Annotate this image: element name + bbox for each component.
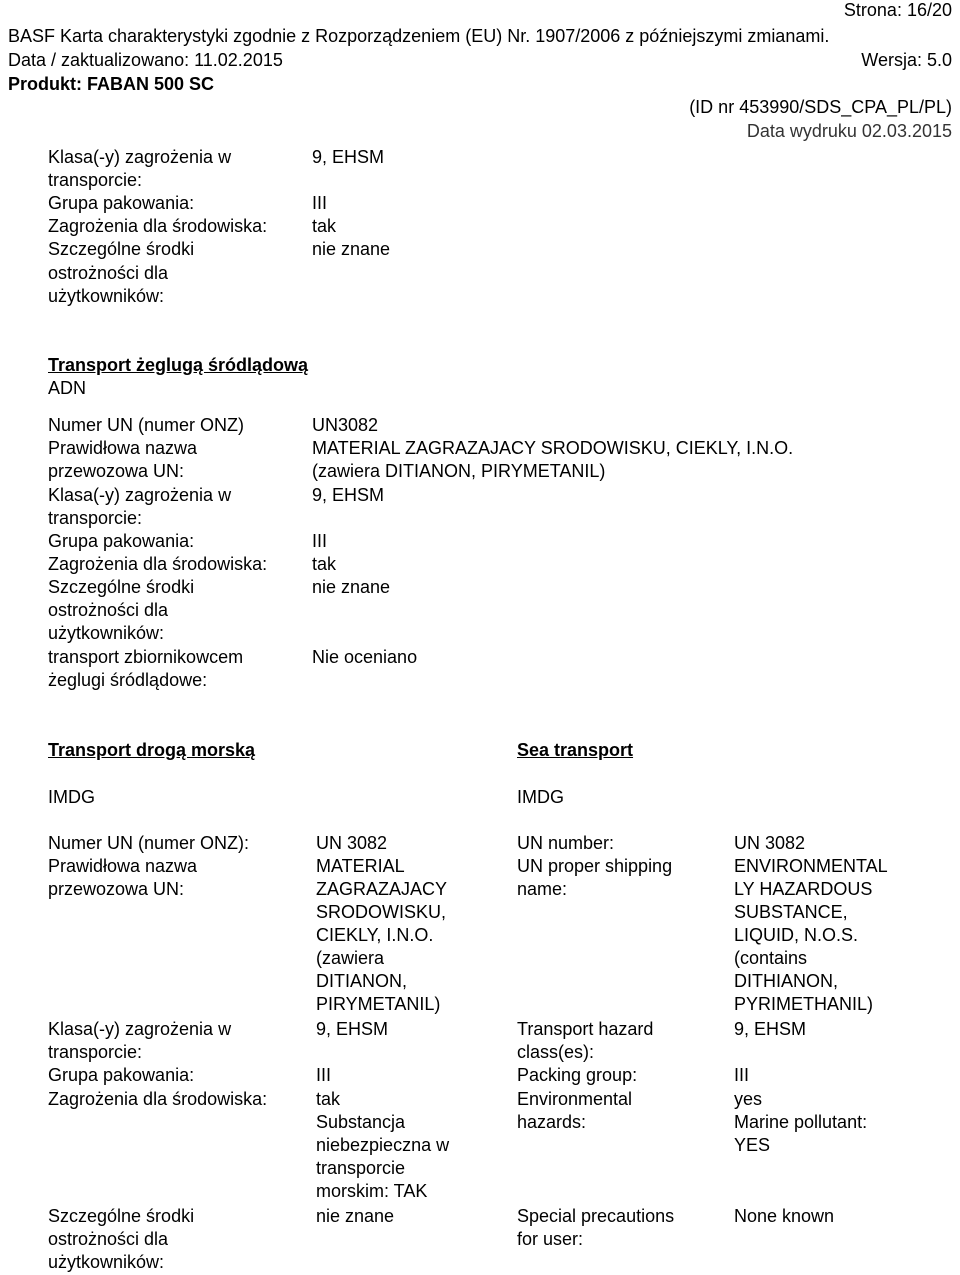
label-line: transporcie: — [48, 1042, 143, 1062]
adn-tank-value: Nie oceniano — [312, 647, 418, 667]
label-line: name: — [517, 879, 568, 899]
value-line: PYRIMETHANIL) — [734, 994, 874, 1014]
packing-label: Grupa pakowania: — [48, 193, 195, 213]
adn-tank-label: transport zbiornikowcem — [48, 647, 244, 667]
value-line: (contains — [734, 948, 808, 968]
adn-packing-value: III — [312, 531, 328, 551]
value-line: Marine pollutant: — [734, 1112, 868, 1132]
document-title: BASF Karta charakterystyki zgodnie z Rozporządzeniem (EU) Nr. 1907/2006 z późniejszymi zmianami. — [8, 26, 830, 46]
imdg-pl-class-value: 9, EHSM — [316, 1019, 389, 1039]
imdg-pl-heading: Transport drogą morską — [48, 740, 256, 760]
value-line: Substancja — [316, 1112, 406, 1132]
adn-name-label-cont: przewozowa UN: — [48, 461, 185, 481]
imdg-en-special-label — [517, 1205, 674, 1251]
imdg-en-packing-value: III — [734, 1065, 750, 1085]
env-value: tak — [312, 216, 337, 236]
imdg-pl-packing-value: III — [316, 1065, 332, 1085]
imdg-en-subheading: IMDG — [517, 787, 564, 807]
imdg-en-un-label: UN number: — [517, 833, 615, 853]
adn-un-value: UN3082 — [312, 415, 379, 435]
imdg-pl-un-label: Numer UN (numer ONZ): — [48, 833, 250, 853]
imdg-en-un-value: UN 3082 — [734, 833, 806, 853]
value-line: morskim: TAK — [316, 1181, 428, 1201]
value-line: MATERIAL — [316, 856, 405, 876]
imdg-en-env-value — [734, 1088, 867, 1157]
adn-name-value: MATERIAL ZAGRAZAJACY SRODOWISKU, CIEKLY, I.N.O. — [312, 438, 794, 458]
label-line: Transport hazard — [517, 1019, 654, 1039]
imdg-pl-special-value: nie znane — [316, 1206, 395, 1226]
version: Wersja: 5.0 — [861, 50, 952, 70]
value-line: YES — [734, 1135, 771, 1155]
adn-packing-label: Grupa pakowania: — [48, 531, 195, 551]
label-line: Klasa(-y) zagrożenia w — [48, 1019, 232, 1039]
revision-date: Data / zaktualizowano: 11.02.2015 — [8, 50, 283, 70]
page-number: Strona: 16/20 — [843, 0, 952, 20]
value-line: LY HAZARDOUS — [734, 879, 873, 899]
imdg-en-name-label — [517, 855, 672, 901]
value-line: DITHIANON, — [734, 971, 839, 991]
imdg-en-env-label — [517, 1088, 632, 1134]
class-label: Klasa(-y) zagrożenia w — [48, 147, 232, 167]
value-line: LIQUID, N.O.S. — [734, 925, 859, 945]
imdg-pl-subheading: IMDG — [48, 787, 95, 807]
adn-subheading: ADN — [48, 378, 87, 398]
adn-env-value: tak — [312, 554, 337, 574]
label-line: hazards: — [517, 1112, 587, 1132]
adn-name-label: Prawidłowa nazwa — [48, 438, 198, 458]
label-line: UN proper shipping — [517, 856, 673, 876]
adn-special-label-cont2: użytkowników: — [48, 623, 165, 643]
adn-heading: Transport żeglugą śródlądową — [48, 355, 309, 375]
imdg-pl-special-label — [48, 1205, 194, 1274]
label-line: for user: — [517, 1229, 584, 1249]
imdg-en-special-value: None known — [734, 1206, 835, 1226]
document-id: (ID nr 453990/SDS_CPA_PL/PL) — [689, 97, 952, 117]
label-line: class(es): — [517, 1042, 595, 1062]
value-line: SUBSTANCE, — [734, 902, 848, 922]
imdg-pl-env-label: Zagrożenia dla środowiska: — [48, 1089, 268, 1109]
value-line: niebezpieczna w — [316, 1135, 450, 1155]
adn-un-label: Numer UN (numer ONZ) — [48, 415, 245, 435]
adn-special-value: nie znane — [312, 577, 391, 597]
adn-class-label: Klasa(-y) zagrożenia w — [48, 485, 232, 505]
print-date: Data wydruku 02.03.2015 — [746, 121, 952, 141]
adn-env-label: Zagrożenia dla środowiska: — [48, 554, 268, 574]
special-label-cont: ostrożności dla — [48, 263, 169, 283]
label-line: ostrożności dla — [48, 1229, 169, 1249]
label-line: Prawidłowa nazwa — [48, 856, 198, 876]
product-name: Produkt: FABAN 500 SC — [8, 74, 215, 94]
adn-class-label-cont: transporcie: — [48, 508, 143, 528]
label-line: Szczególne środki — [48, 1206, 195, 1226]
value-line: yes — [734, 1089, 763, 1109]
value-line: transporcie — [316, 1158, 406, 1178]
class-label-cont: transporcie: — [48, 170, 143, 190]
value-line: ZAGRAZAJACY — [316, 879, 448, 899]
special-value: nie znane — [312, 239, 391, 259]
imdg-pl-class-label — [48, 1018, 231, 1064]
imdg-pl-packing-label: Grupa pakowania: — [48, 1065, 195, 1085]
value-line: ENVIRONMENTAL — [734, 856, 888, 876]
adn-class-value: 9, EHSM — [312, 485, 385, 505]
imdg-en-heading: Sea transport — [517, 740, 634, 760]
label-line: Environmental — [517, 1089, 633, 1109]
imdg-en-class-label — [517, 1018, 653, 1064]
value-line: tak — [316, 1089, 341, 1109]
value-line: (zawiera — [316, 948, 385, 968]
class-value: 9, EHSM — [312, 147, 385, 167]
value-line: PIRYMETANIL) — [316, 994, 441, 1014]
value-line: DITIANON, — [316, 971, 408, 991]
special-label-cont2: użytkowników: — [48, 286, 165, 306]
special-label: Szczególne środki — [48, 239, 195, 259]
env-label: Zagrożenia dla środowiska: — [48, 216, 268, 236]
label-line: przewozowa UN: — [48, 879, 185, 899]
adn-special-label-cont: ostrożności dla — [48, 600, 169, 620]
imdg-pl-un-value: UN 3082 — [316, 833, 388, 853]
adn-tank-label-cont: żeglugi śródlądowe: — [48, 670, 208, 690]
imdg-pl-env-value — [316, 1088, 449, 1203]
imdg-en-packing-label: Packing group: — [517, 1065, 638, 1085]
imdg-en-name-value — [734, 855, 888, 1016]
packing-value: III — [312, 193, 328, 213]
label-line: Special precautions — [517, 1206, 675, 1226]
adn-name-value-cont: (zawiera DITIANON, PIRYMETANIL) — [312, 461, 606, 481]
imdg-pl-name-value — [316, 855, 447, 1016]
label-line: użytkowników: — [48, 1252, 165, 1272]
adn-special-label: Szczególne środki — [48, 577, 195, 597]
imdg-en-class-value: 9, EHSM — [734, 1019, 807, 1039]
value-line: SRODOWISKU, — [316, 902, 447, 922]
imdg-pl-name-label — [48, 855, 197, 901]
value-line: CIEKLY, I.N.O. — [316, 925, 434, 945]
